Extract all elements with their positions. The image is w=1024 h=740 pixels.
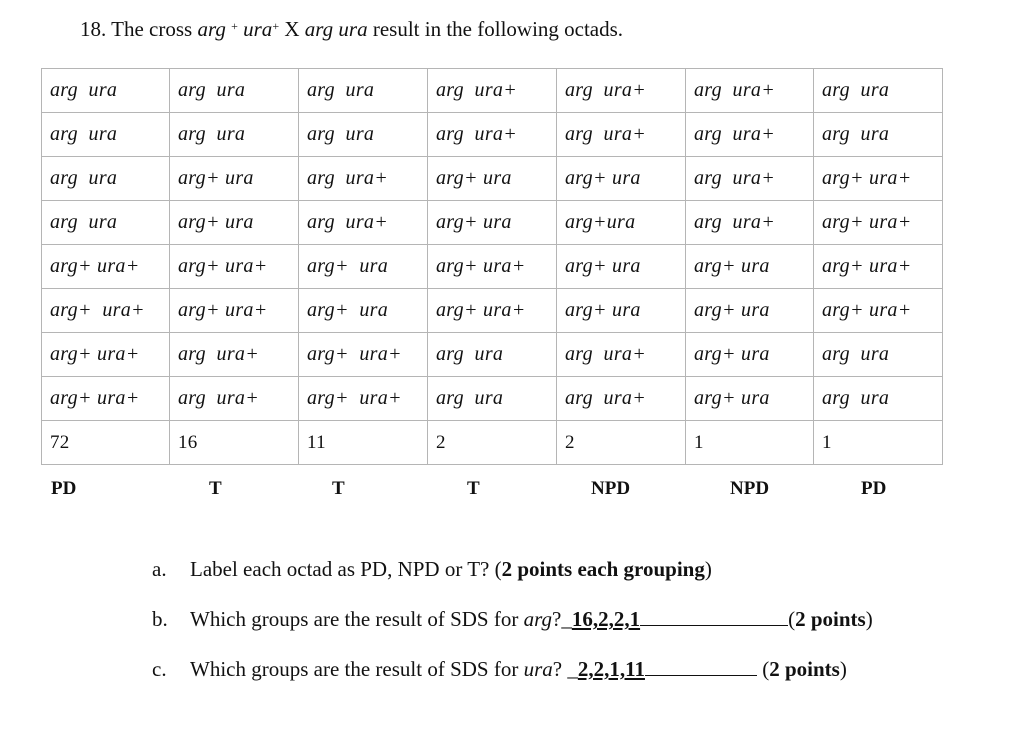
genotype-cell: arg+ ura+ bbox=[814, 245, 943, 289]
genotype-cell: arg+ ura+ bbox=[299, 377, 428, 421]
octad-row bbox=[42, 245, 943, 289]
sub-question-letter: a. bbox=[152, 557, 167, 581]
sub-question-c bbox=[152, 657, 847, 682]
genotype-cell: arg+ ura+ bbox=[814, 289, 943, 333]
octad-row bbox=[42, 157, 943, 201]
genotype-cell: arg ura+ bbox=[428, 69, 557, 113]
plus-superscript-arg: + bbox=[231, 19, 238, 33]
octad-label: T bbox=[467, 478, 480, 499]
octad-table-body bbox=[42, 69, 943, 465]
genotype-cell: arg ura bbox=[428, 377, 557, 421]
gene-ura: ura bbox=[243, 17, 273, 41]
genotype-cell: arg+ ura bbox=[299, 289, 428, 333]
points-note: 2 points bbox=[769, 657, 840, 681]
points-note: 2 points each grouping bbox=[501, 557, 705, 581]
octad-label: T bbox=[332, 478, 345, 499]
octad-row bbox=[42, 113, 943, 157]
genotype-cell: arg ura+ bbox=[557, 377, 686, 421]
octad-count-cell: 1 bbox=[686, 421, 814, 465]
genotype-cell: arg+ ura+ bbox=[170, 245, 299, 289]
question-text-start: The cross bbox=[111, 17, 193, 41]
genotype-cell: arg ura bbox=[814, 69, 943, 113]
genotype-cell: arg ura+ bbox=[686, 113, 814, 157]
question-mark: ?_ bbox=[552, 607, 572, 631]
genotype-cell: arg ura+ bbox=[299, 201, 428, 245]
genotype-cell: arg+ ura+ bbox=[814, 201, 943, 245]
genotype-cell: arg+ ura bbox=[428, 157, 557, 201]
octad-table bbox=[41, 68, 943, 465]
answer-blank bbox=[640, 607, 788, 626]
paren-close: ) bbox=[839, 657, 847, 681]
octad-label: T bbox=[209, 478, 222, 499]
genotype-cell: arg+ ura bbox=[557, 157, 686, 201]
genotype-cell: arg ura bbox=[299, 69, 428, 113]
genotype-cell: arg+ ura+ bbox=[42, 333, 170, 377]
genotype-cell: arg+ ura bbox=[557, 289, 686, 333]
plus-superscript-ura: + bbox=[272, 19, 280, 33]
genotype-cell: arg ura bbox=[42, 157, 170, 201]
genotype-cell: arg+ ura bbox=[686, 333, 814, 377]
genotype-cell: arg+ ura+ bbox=[42, 245, 170, 289]
question-mark: ? _ bbox=[552, 657, 578, 681]
points-note: 2 points bbox=[795, 607, 866, 631]
genotype-cell: arg ura+ bbox=[299, 157, 428, 201]
sub-question-letter: b. bbox=[152, 607, 168, 631]
genotype-cell: arg+ ura+ bbox=[299, 333, 428, 377]
genotype-cell: arg ura bbox=[42, 201, 170, 245]
answer-sds-arg: 16,2,2,1 bbox=[571, 607, 641, 631]
genotype-cell: arg+ ura+ bbox=[428, 289, 557, 333]
genotype-cell: arg ura+ bbox=[557, 113, 686, 157]
cross-symbol: X bbox=[284, 17, 300, 41]
octad-label: NPD bbox=[591, 478, 631, 499]
genotype-cell: arg+ ura+ bbox=[814, 157, 943, 201]
octad-count-cell: 16 bbox=[170, 421, 299, 465]
octad-row bbox=[42, 333, 943, 377]
genotype-cell: arg ura+ bbox=[686, 201, 814, 245]
genotype-cell: arg ura bbox=[814, 113, 943, 157]
genotype-cell: arg ura+ bbox=[428, 113, 557, 157]
genotype-cell: arg ura bbox=[299, 113, 428, 157]
genotype-cell: arg+ ura+ bbox=[42, 377, 170, 421]
genotype-cell: arg ura bbox=[170, 69, 299, 113]
sub-question-text: Which groups are the result of SDS for bbox=[190, 657, 519, 681]
gene-arg: arg bbox=[523, 607, 552, 631]
sub-question-a bbox=[152, 557, 712, 582]
octad-row bbox=[42, 201, 943, 245]
genotype-cell: arg ura+ bbox=[686, 69, 814, 113]
octad-class-labels bbox=[41, 478, 942, 504]
genotype-cell: arg ura+ bbox=[557, 333, 686, 377]
octad-label: PD bbox=[51, 478, 77, 499]
genotype-cell: arg+ ura+ bbox=[428, 245, 557, 289]
genotype-cell: arg ura+ bbox=[170, 333, 299, 377]
octad-row bbox=[42, 377, 943, 421]
question-title bbox=[80, 12, 623, 43]
octad-label: PD bbox=[861, 478, 887, 499]
octad-row bbox=[42, 289, 943, 333]
genotype-cell: arg+ ura bbox=[686, 377, 814, 421]
genotype-cell: arg ura+ bbox=[170, 377, 299, 421]
sub-question-text: Which groups are the result of SDS for bbox=[190, 607, 519, 631]
octad-count-cell: 2 bbox=[428, 421, 557, 465]
genotype-cell: arg+ ura bbox=[557, 245, 686, 289]
octad-count-cell: 2 bbox=[557, 421, 686, 465]
answer-sds-ura: 2,2,1,11 bbox=[577, 657, 645, 681]
octad-count-cell: 1 bbox=[814, 421, 943, 465]
genotype-cell: arg ura+ bbox=[686, 157, 814, 201]
genotype-cell: arg ura bbox=[428, 333, 557, 377]
sub-question-letter: c. bbox=[152, 657, 167, 681]
genotype-cell: arg ura bbox=[170, 113, 299, 157]
genotype-cell: arg+ ura bbox=[299, 245, 428, 289]
genotype-cell: arg+ ura bbox=[170, 157, 299, 201]
gene-arg: arg bbox=[197, 17, 226, 41]
octad-count-cell: 72 bbox=[42, 421, 170, 465]
sub-question-text: Label each octad as PD, NPD or T? ( bbox=[190, 557, 502, 581]
octad-label: NPD bbox=[730, 478, 770, 499]
paren-open: ( bbox=[788, 607, 796, 631]
genotype-cell: arg ura bbox=[814, 333, 943, 377]
genotype-cell: arg ura+ bbox=[557, 69, 686, 113]
genotype-cell: arg+ ura+ bbox=[42, 289, 170, 333]
genotype-cell: arg+ ura bbox=[428, 201, 557, 245]
question-number: 18. bbox=[80, 17, 107, 41]
answer-blank bbox=[645, 657, 757, 676]
genotype-cell: arg+ ura bbox=[686, 289, 814, 333]
gene-ura: ura bbox=[523, 657, 553, 681]
genotype-cell: arg ura bbox=[814, 377, 943, 421]
genotype-cell: arg ura bbox=[42, 113, 170, 157]
genotype-cell: arg+ ura bbox=[686, 245, 814, 289]
octad-count-row bbox=[42, 421, 943, 465]
paren-close: ) bbox=[704, 557, 712, 581]
genotype-cell: arg+ ura bbox=[170, 201, 299, 245]
parent-two-genotype: arg ura bbox=[304, 17, 368, 41]
genotype-cell: arg ura bbox=[42, 69, 170, 113]
octad-row bbox=[42, 69, 943, 113]
paren-open: ( bbox=[762, 657, 770, 681]
sub-question-b bbox=[152, 607, 873, 632]
octad-count-cell: 11 bbox=[299, 421, 428, 465]
genotype-cell: arg+ ura+ bbox=[170, 289, 299, 333]
genotype-cell: arg+ura bbox=[557, 201, 686, 245]
question-text-end: result in the following octads. bbox=[372, 17, 624, 41]
paren-close: ) bbox=[865, 607, 873, 631]
